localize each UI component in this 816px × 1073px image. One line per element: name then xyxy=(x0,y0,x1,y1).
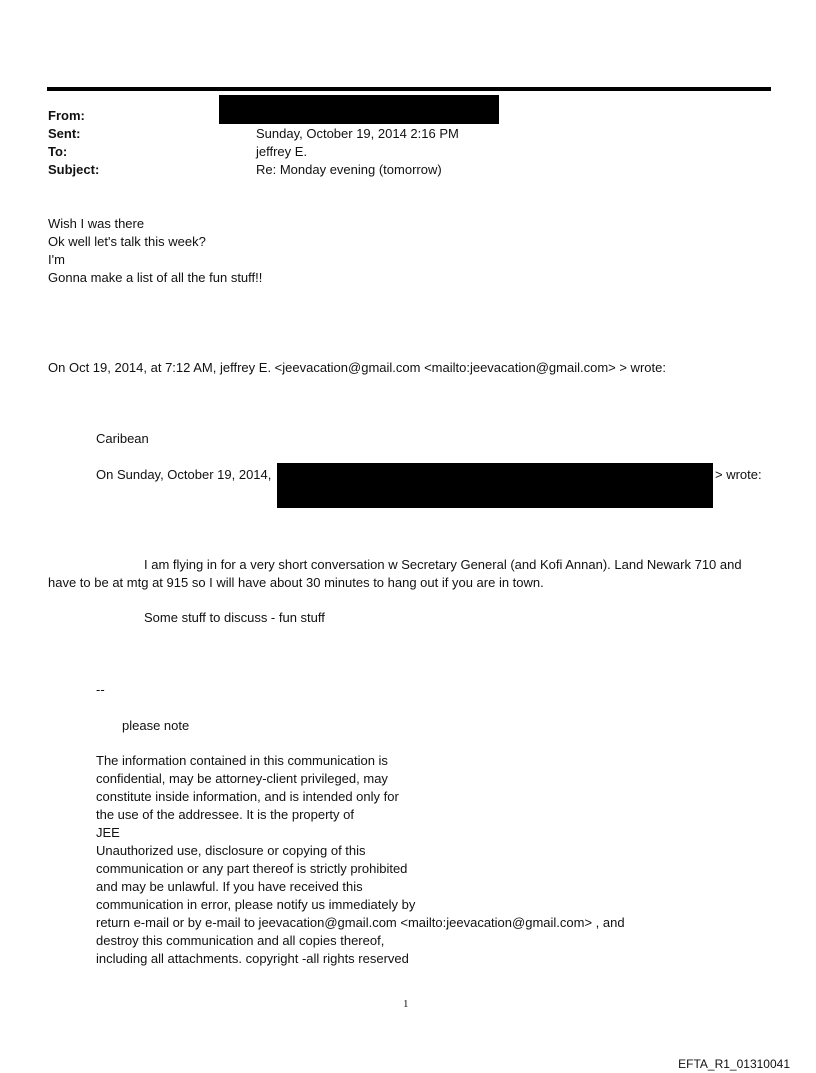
inner-quote-text: I am flying in for a very short conversation w Secretary General (and Kofi Annan). Land Newark 710 and have to be at mtg at 915 so I will have about 30 minutes to hang out if you are in town. xyxy=(48,557,742,590)
inner-quote-paragraph xyxy=(48,556,764,592)
subject-value: Re: Monday evening (tomorrow) xyxy=(256,162,442,177)
reply-line: Wish I was there xyxy=(48,216,145,231)
disclaimer-line: constitute inside information, and is intended only for xyxy=(96,789,399,804)
page-number: 1 xyxy=(403,998,409,1010)
caribean-text: Caribean xyxy=(96,431,149,446)
reply-line: Gonna make a list of all the fun stuff!! xyxy=(48,270,263,285)
disclaimer-line: communication in error, please notify us immediately by xyxy=(96,897,416,912)
disclaimer-line: Unauthorized use, disclosure or copying of this xyxy=(96,843,366,858)
inner-quote-suffix: > wrote: xyxy=(715,467,762,482)
disclaimer-line: destroy this communication and all copies thereof, xyxy=(96,933,385,948)
to-value: jeffrey E. xyxy=(256,144,308,159)
redacted-sender xyxy=(219,95,499,124)
reply-line: I'm xyxy=(48,252,65,267)
header-rule xyxy=(47,87,771,91)
please-note-text: please note xyxy=(122,718,190,733)
subject-label: Subject: xyxy=(48,162,100,177)
reply-text xyxy=(48,215,262,287)
reply-line: Ok well let's talk this week? xyxy=(48,234,206,249)
some-stuff-text: Some stuff to discuss - fun stuff xyxy=(144,610,325,625)
redacted-email-address xyxy=(277,463,713,508)
to-label: To: xyxy=(48,144,68,159)
quote-header: On Oct 19, 2014, at 7:12 AM, jeffrey E. <jeevacation@gmail.com <mailto:jeevacation@gmail.com> > wrote: xyxy=(48,360,666,375)
disclaimer-line: communication or any part thereof is strictly prohibited xyxy=(96,861,408,876)
from-label: From: xyxy=(48,108,85,123)
inner-quote-prefix: On Sunday, October 19, 2014, xyxy=(96,467,272,482)
document-id: EFTA_R1_01310041 xyxy=(678,1057,790,1071)
signature-dashes: -- xyxy=(96,682,105,697)
sent-value: Sunday, October 19, 2014 2:16 PM xyxy=(256,126,459,141)
disclaimer-line: the use of the addressee. It is the property of xyxy=(96,807,354,822)
disclaimer-line: return e-mail or by e-mail to jeevacation@gmail.com <mailto:jeevacation@gmail.com> , and xyxy=(96,915,625,930)
disclaimer-line: including all attachments. copyright -all rights reserved xyxy=(96,951,409,966)
disclaimer-line: JEE xyxy=(96,825,120,840)
sent-label: Sent: xyxy=(48,126,81,141)
disclaimer-line: and may be unlawful. If you have received this xyxy=(96,879,363,894)
disclaimer xyxy=(96,752,625,968)
disclaimer-line: confidential, may be attorney-client privileged, may xyxy=(96,771,388,786)
disclaimer-line: The information contained in this communication is xyxy=(96,753,388,768)
